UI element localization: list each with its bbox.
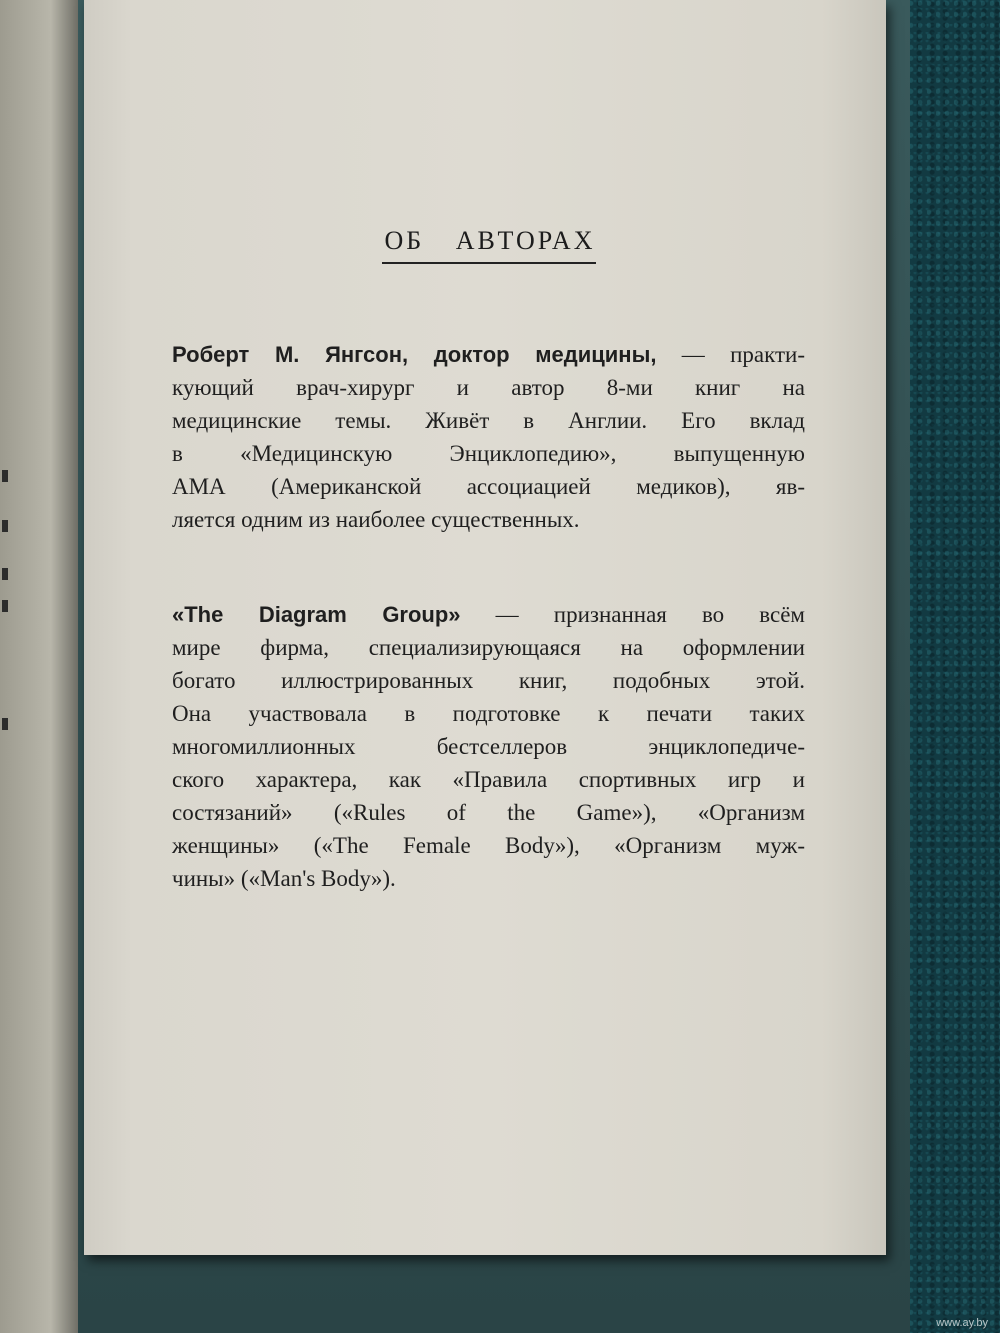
text-fragment-mark	[2, 470, 8, 482]
bio-line: ского характера, как «Правила спортивных игр и	[172, 767, 805, 792]
bio-line: чины» («Man's Body»).	[172, 866, 396, 891]
bio-line: медицинские темы. Живёт в Англии. Его вклад	[172, 408, 805, 433]
bio-line: АМА (Американской ассоциацией медиков), яв-	[172, 474, 805, 499]
bio-line: Роберт М. Янгсон, доктор медицины, — практи-	[172, 342, 805, 367]
bio-line: богато иллюстрированных книг, подобных этой.	[172, 668, 805, 693]
author-bio-youngson	[172, 338, 805, 536]
site-watermark: www.ay.by	[936, 1317, 988, 1329]
text-fragment-mark	[2, 718, 8, 730]
author-bio-diagram-group	[172, 598, 805, 895]
text-fragment-mark	[2, 520, 8, 532]
author-name: Роберт М. Янгсон, доктор медицины,	[172, 342, 657, 367]
bio-line: в «Медицинскую Энциклопедию», выпущенную	[172, 441, 805, 466]
page-title: ОБ АВТОРАХ	[384, 226, 596, 255]
bio-line: кующий врач-хирург и автор 8-ми книг на	[172, 375, 805, 400]
text-fragment-mark	[2, 568, 8, 580]
bio-line: Она участвовала в подготовке к печати таких	[172, 701, 805, 726]
bio-line: ляется одним из наиболее существенных.	[172, 507, 580, 532]
bio-line: состязаний» («Rules of the Game»), «Организм	[172, 800, 805, 825]
book-page	[84, 0, 886, 1255]
author-name: «The Diagram Group»	[172, 602, 461, 627]
text-fragment-mark	[2, 600, 8, 612]
bio-line: мире фирма, специализирующаяся на оформлении	[172, 635, 805, 660]
bio-line: «The Diagram Group» — признанная во всём	[172, 602, 805, 627]
title-underline	[382, 262, 596, 264]
bio-line: многомиллионных бестселлеров энциклопедиче-	[172, 734, 805, 759]
bio-line: женщины» («The Female Body»), «Организм муж-	[172, 833, 805, 858]
